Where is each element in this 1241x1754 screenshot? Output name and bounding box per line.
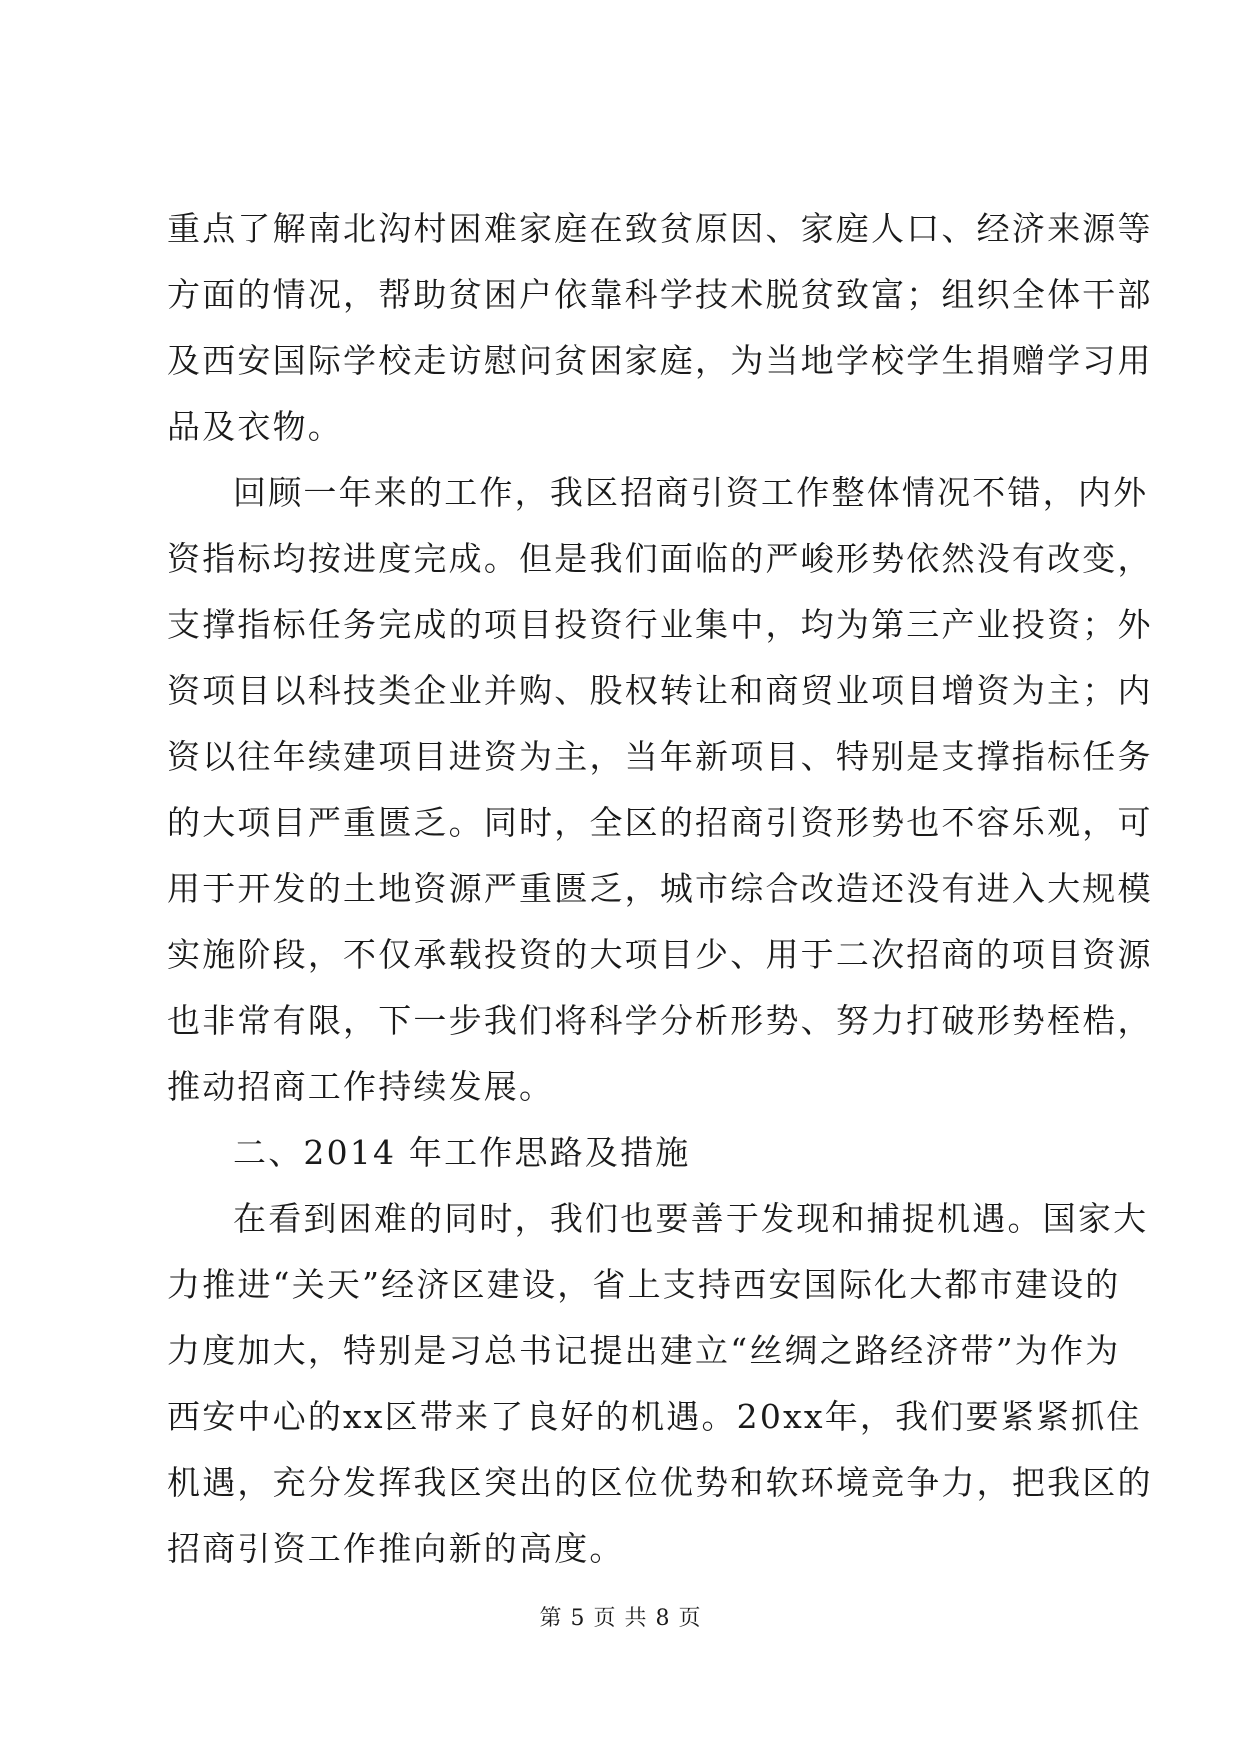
paragraph-2-line-2: 资 指 标 均 按 进 度 完 成 。 但 是 我 们 面 临 的 严 峻 形 势 依 然 没 有 改 变 ， <box>167 539 1153 578</box>
paragraph-1-line-3: 及 西 安 国 际 学 校 走 访 慰 问 贫 困 家 庭 ， 为 当 地 学 校 学 生 捐 赠 学 习 用 <box>167 341 1153 380</box>
paragraph-2-line-4: 资 项 目 以 科 技 类 企 业 并 购 、 股 权 转 让 和 商 贸 业 项 目 增 资 为 主 ； 内 <box>167 671 1153 710</box>
paragraph-4-line-5: 机 遇 ， 充 分 发 挥 我 区 突 出 的 区 位 优 势 和 软 环 境 竞 争 力 ， 把 我 区 的 <box>167 1463 1153 1502</box>
paragraph-2-line-8: 实 施 阶 段 ， 不 仅 承 载 投 资 的 大 项 目 少 、 用 于 二 次 招 商 的 项 目 资 源 <box>167 935 1153 974</box>
paragraph-4-line-3: 力 度 加 大 ， 特 别 是 习 总 书 记 提 出 建 立 “ 丝 绸 之 路 经 济 带 ” 为 作 为 <box>167 1331 1121 1370</box>
paragraph-4-line-1: 在 看 到 困 难 的 同 时 ， 我 们 也 要 善 于 发 现 和 捕 捉 机 遇 。 国 家 大 <box>233 1199 1149 1238</box>
paragraph-2-line-6: 的 大 项 目 严 重 匮 乏 。 同 时 ， 全 区 的 招 商 引 资 形 势 也 不 容 乐 观 ， 可 <box>167 803 1153 842</box>
paragraph-2-line-5: 资 以 往 年 续 建 项 目 进 资 为 主 ， 当 年 新 项 目 、 特 别 是 支 撑 指 标 任 务 <box>167 737 1153 776</box>
paragraph-2-line-10: 推动招商工作持续发展。 <box>167 1067 555 1106</box>
paragraph-4-line-6: 招商引资工作推向新的高度。 <box>167 1529 625 1568</box>
paragraph-1-line-2: 方 面 的 情 况 ， 帮 助 贫 困 户 依 靠 科 学 技 术 脱 贫 致 富 ； 组 织 全 体 干 部 <box>167 275 1153 314</box>
section-heading: 二、2014 年工作思路及措施 <box>233 1133 691 1172</box>
paragraph-2-line-1: 回 顾 一 年 来 的 工 作 ， 我 区 招 商 引 资 工 作 整 体 情 况 不 错 ， 内 外 <box>233 473 1149 512</box>
paragraph-2-line-3: 支 撑 指 标 任 务 完 成 的 项 目 投 资 行 业 集 中 ， 均 为 第 三 产 业 投 资 ； 外 <box>167 605 1153 644</box>
paragraph-1-line-1: 重 点 了 解 南 北 沟 村 困 难 家 庭 在 致 贫 原 因 、 家 庭 人 口 、 经 济 来 源 等 <box>167 209 1153 248</box>
paragraph-1-line-4: 品及衣物。 <box>167 407 343 446</box>
paragraph-2-line-9: 也 非 常 有 限 ， 下 一 步 我 们 将 科 学 分 析 形 势 、 努 力 打 破 形 势 桎 梏 ， <box>167 1001 1153 1040</box>
paragraph-4-line-2: 力 推 进 “ 关 天 ” 经 济 区 建 设 ， 省 上 支 持 西 安 国 际 化 大 都 市 建 设 的 <box>167 1265 1121 1304</box>
page-number-footer: 第 5 页 共 8 页 <box>539 1606 702 1631</box>
paragraph-2-line-7: 用 于 开 发 的 土 地 资 源 严 重 匮 乏 ， 城 市 综 合 改 造 还 没 有 进 入 大 规 模 <box>167 869 1153 908</box>
paragraph-4-line-4: 西 安 中 心 的 xx 区 带 来 了 良 好 的 机 遇 。 20xx 年 ， 我 们 要 紧 紧 抓 住 <box>167 1397 1142 1436</box>
